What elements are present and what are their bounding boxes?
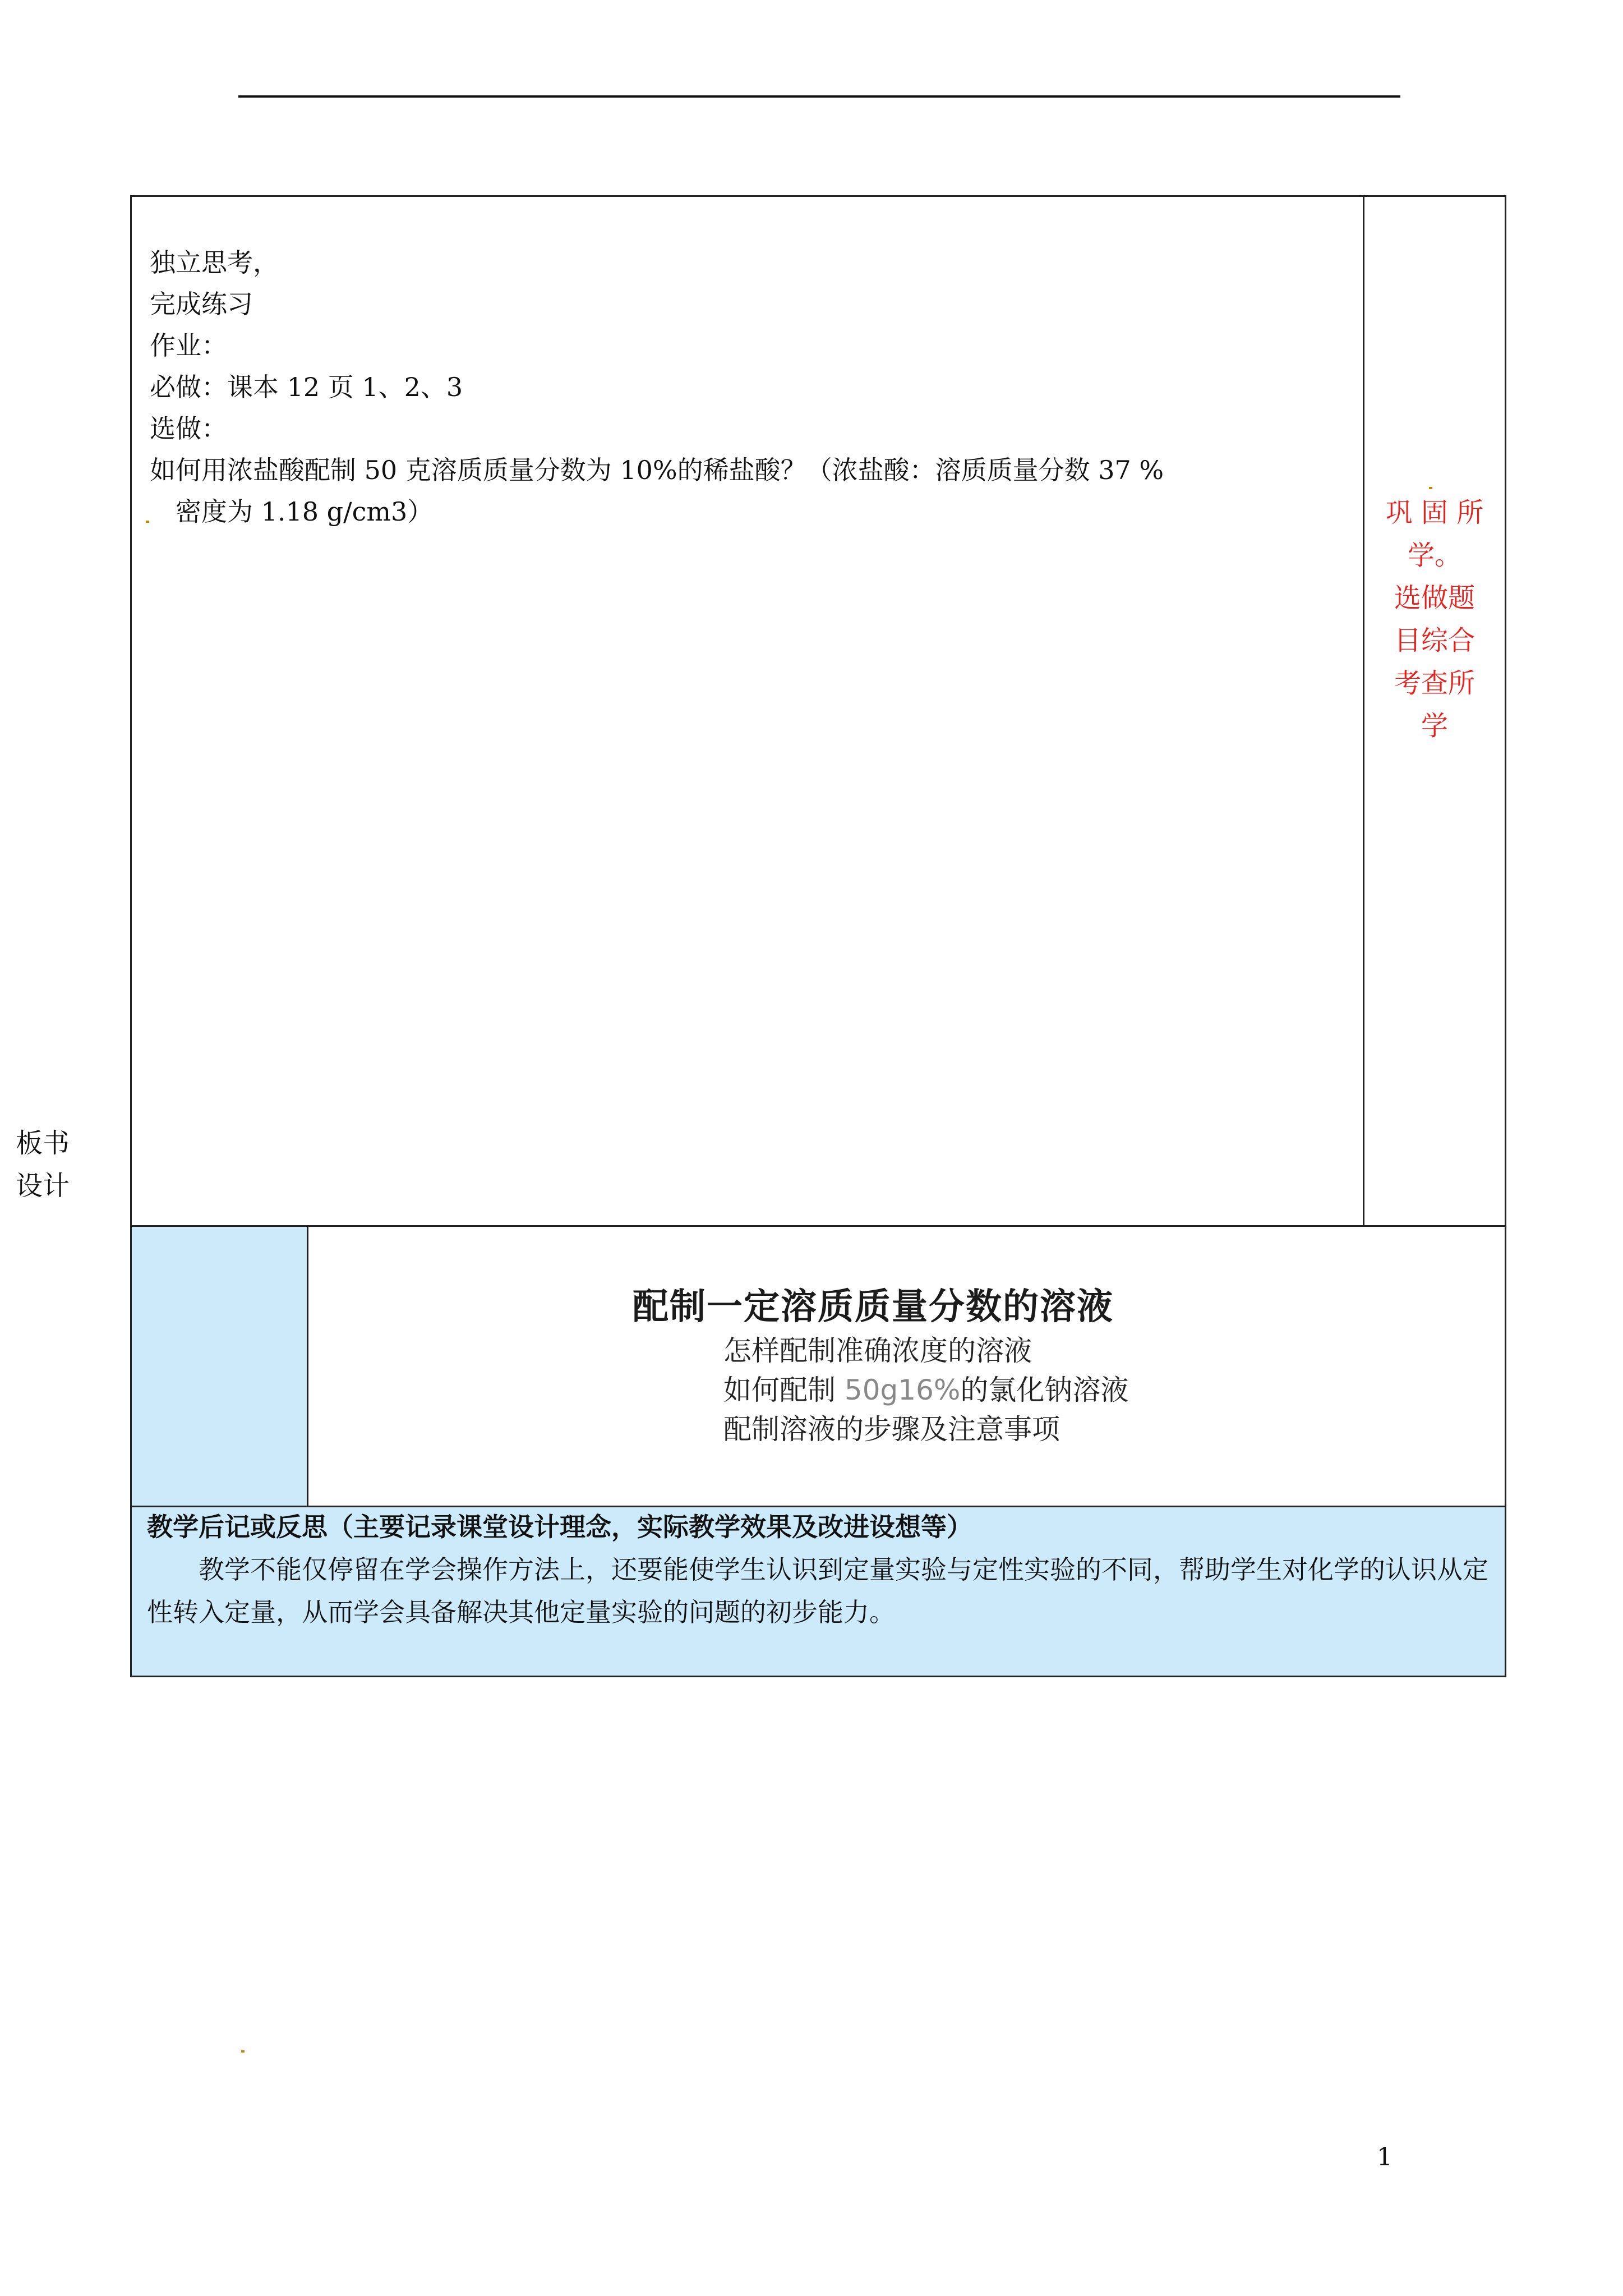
- board-label-line: 设计: [16, 1170, 70, 1202]
- header-rule: [238, 95, 1400, 98]
- task-line: 必做：课本 12 页 1、2、3: [150, 372, 463, 402]
- board-item-text: 的氯化钠溶液: [960, 1374, 1129, 1406]
- side-note-cell: [1364, 197, 1505, 1227]
- board-label-cell: [132, 1227, 308, 1507]
- board-label-line: 板书: [16, 1128, 70, 1159]
- board-label: [16, 1122, 70, 1207]
- task-line: 如何用浓盐酸配制 50 克溶质质量分数为 10%的稀盐酸？（浓盐酸：溶质质量分数 37 %: [150, 455, 1164, 485]
- side-note-line: 学。: [1407, 540, 1461, 571]
- board-title: 配制一定溶质质量分数的溶液: [633, 1286, 1114, 1328]
- side-note-line: 考查所: [1394, 668, 1475, 699]
- scan-speck: [1429, 487, 1432, 489]
- reflection-title: 教学后记或反思（主要记录课堂设计理念，实际教学效果及改进设想等）: [147, 1512, 972, 1542]
- side-note-line: 学: [1421, 710, 1448, 742]
- side-note-line: 目综合: [1394, 625, 1475, 656]
- side-note-line: 选做题: [1394, 582, 1475, 614]
- task-cell: [132, 197, 1364, 1227]
- board-item: [723, 1328, 1032, 1369]
- scan-speck: [146, 521, 149, 523]
- reflection-body: 教学不能仅停留在学会操作方法上，还要能使学生认识到定量实验与定性实验的不同，帮助学生对化学的认识从定性转入定量，从而学会具备解决其他定量实验的问题的初步能力。: [147, 1554, 1488, 1627]
- board-item-text: 如何配制: [723, 1374, 845, 1406]
- task-line: 完成练习: [150, 289, 253, 319]
- page-number: 1: [1377, 2143, 1393, 2171]
- side-note-line: 巩 固 所: [1385, 497, 1484, 528]
- board-item: [723, 1407, 1060, 1447]
- task-line: 独立思考，: [150, 247, 279, 278]
- task-line: 密度为 1.18 g/cm3）: [150, 496, 434, 527]
- board-item-text: 怎样配制准确浓度的溶液: [723, 1335, 1032, 1367]
- lesson-table: [130, 195, 1506, 1677]
- side-note: [1364, 491, 1505, 747]
- scan-speck: [241, 2050, 245, 2053]
- board-item-highlight: 50g16%: [844, 1374, 961, 1406]
- board-item: [723, 1368, 1128, 1408]
- board-item-text: 配制溶液的步骤及注意事项: [723, 1413, 1060, 1446]
- task-text: [150, 242, 1164, 532]
- task-line: 作业：: [150, 330, 227, 361]
- task-line: 选做：: [150, 413, 227, 444]
